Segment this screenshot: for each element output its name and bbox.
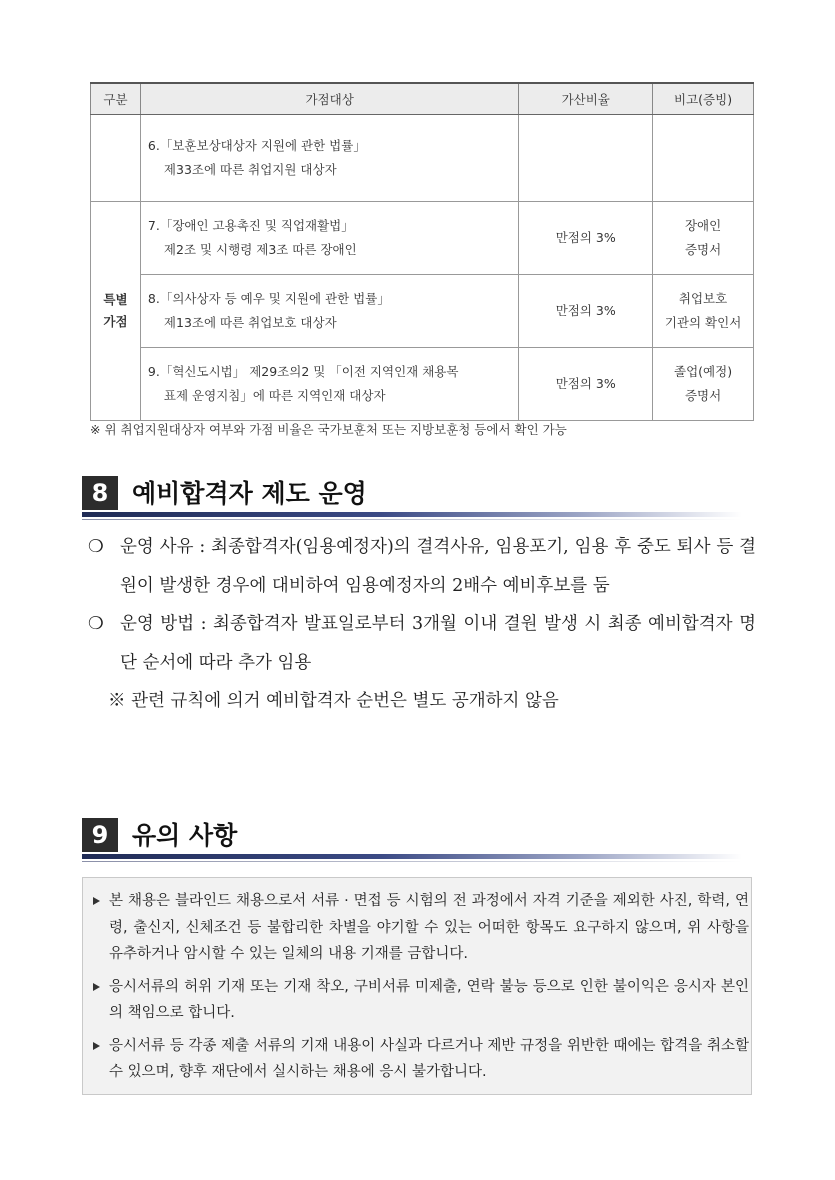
section8-heading [82, 476, 752, 536]
note-cell [653, 202, 754, 275]
notice-box [82, 877, 752, 1095]
rate-cell: 만점의 3% [519, 275, 653, 348]
table-footnote: ※ 위 취업지원대상자 여부와 가점 비율은 국가보훈처 또는 지방보훈청 등에서 확인 가능 [90, 422, 567, 437]
section9-underline-thin [82, 861, 742, 862]
target-line2: 표제 운영지침」에 따른 지역인재 대상자 [163, 388, 386, 403]
section8-number: 8 [82, 476, 118, 510]
bonus-points-table [90, 82, 754, 421]
notice-text: 응시서류 등 각종 제출 서류의 기재 내용이 사실과 다르거나 제반 규정을 위반한 때에는 합격을 취소할 수 있으며, 향후 재단에서 실시하는 채용에 응시 불가합니다. [109, 1037, 749, 1080]
notice-text: 본 채용은 블라인드 채용으로서 서류 · 면접 등 시험의 전 과정에서 자격 기준을 제외한 사진, 학력, 연령, 출신지, 신체조건 등 불합리한 차별을 야기할 수 있는 어떠한 항목도 요구하지 않으며, 위 사항을 유추하거나 암시할 수 있는 일체의 내용 기재를 금합니다. [109, 893, 749, 962]
target-line2: 제13조에 따른 취업보호 대상자 [163, 315, 337, 330]
note-line2: 증명서 [684, 388, 722, 403]
note-cell [653, 348, 754, 421]
table-header-row [91, 83, 754, 115]
section8-underline [82, 512, 742, 517]
category-special-line2: 가점 [103, 314, 128, 329]
rate-cell [519, 115, 653, 202]
note-line2: 기관의 확인서 [664, 315, 742, 330]
list-item [88, 605, 756, 682]
section8-title: 예비합격자 제도 운영 [132, 479, 367, 508]
circle-bullet-icon: ❍ [88, 614, 104, 634]
rate-cell: 만점의 3% [519, 348, 653, 421]
reference-note: ※ 관련 규칙에 의거 예비합격자 순번은 별도 공개하지 않음 [108, 691, 559, 711]
target-cell [140, 275, 518, 348]
target-cell [140, 348, 518, 421]
operation-reason-text: 운영 사유 : 최종합격자(임용예정자)의 결격사유, 임용포기, 임용 후 중도 퇴사 등 결원이 발생한 경우에 대비하여 임용예정자의 2배수 예비후보를 둠 [120, 537, 756, 596]
target-line1: 9.「혁신도시법」 제29조의2 및 「이전 지역인재 채용목 [147, 364, 459, 379]
list-item [93, 888, 749, 968]
note-line1: 장애인 [684, 218, 722, 233]
target-line2: 제2조 및 시행령 제3조 따른 장애인 [163, 242, 357, 257]
notice-text: 응시서류의 허위 기재 또는 기재 착오, 구비서류 미제출, 연락 불능 등으로 인한 불이익은 응시자 본인의 책임으로 합니다. [109, 978, 749, 1021]
header-category: 구분 [91, 83, 141, 115]
circle-bullet-icon: ❍ [88, 537, 104, 557]
header-rate: 가산비율 [519, 83, 653, 115]
table-row [91, 115, 754, 202]
section8-body [88, 528, 756, 721]
list-item [88, 528, 756, 605]
operation-method-text: 운영 방법 : 최종합격자 발표일로부터 3개월 이내 결원 발생 시 최종 예비합격자 명단 순서에 따라 추가 임용 [120, 614, 756, 673]
note-cell [653, 275, 754, 348]
section9-number: 9 [82, 818, 118, 852]
note-line1: 졸업(예정) [674, 364, 733, 379]
header-note: 비고(증빙) [653, 83, 754, 115]
note-line2: 증명서 [684, 242, 722, 257]
section9-title: 유의 사항 [132, 821, 238, 850]
note-line1: 취업보호 [678, 291, 728, 306]
section9-heading [82, 818, 752, 878]
target-line1: 7.「장애인 고용촉진 및 직업재활법」 [147, 218, 354, 233]
triangle-bullet-icon [93, 983, 100, 991]
rate-cell: 만점의 3% [519, 202, 653, 275]
header-target: 가점대상 [140, 83, 518, 115]
category-special-line1: 특별 [103, 292, 128, 307]
category-cell-empty [91, 115, 141, 202]
list-item [93, 1033, 749, 1086]
note-cell [653, 115, 754, 202]
list-item [93, 974, 749, 1027]
target-cell [140, 202, 518, 275]
section8-underline-thin [82, 519, 742, 520]
table-row [91, 202, 754, 275]
category-special [91, 202, 141, 421]
section9-underline [82, 854, 742, 859]
target-line1: 8.「의사상자 등 예우 및 지원에 관한 법률」 [147, 291, 390, 306]
target-cell [140, 115, 518, 202]
triangle-bullet-icon [93, 897, 100, 905]
target-line1: 6.「보훈보상대상자 지원에 관한 법률」 [147, 138, 366, 153]
table-row [91, 348, 754, 421]
table-row [91, 275, 754, 348]
target-line2: 제33조에 따른 취업지원 대상자 [163, 162, 337, 177]
triangle-bullet-icon [93, 1042, 100, 1050]
